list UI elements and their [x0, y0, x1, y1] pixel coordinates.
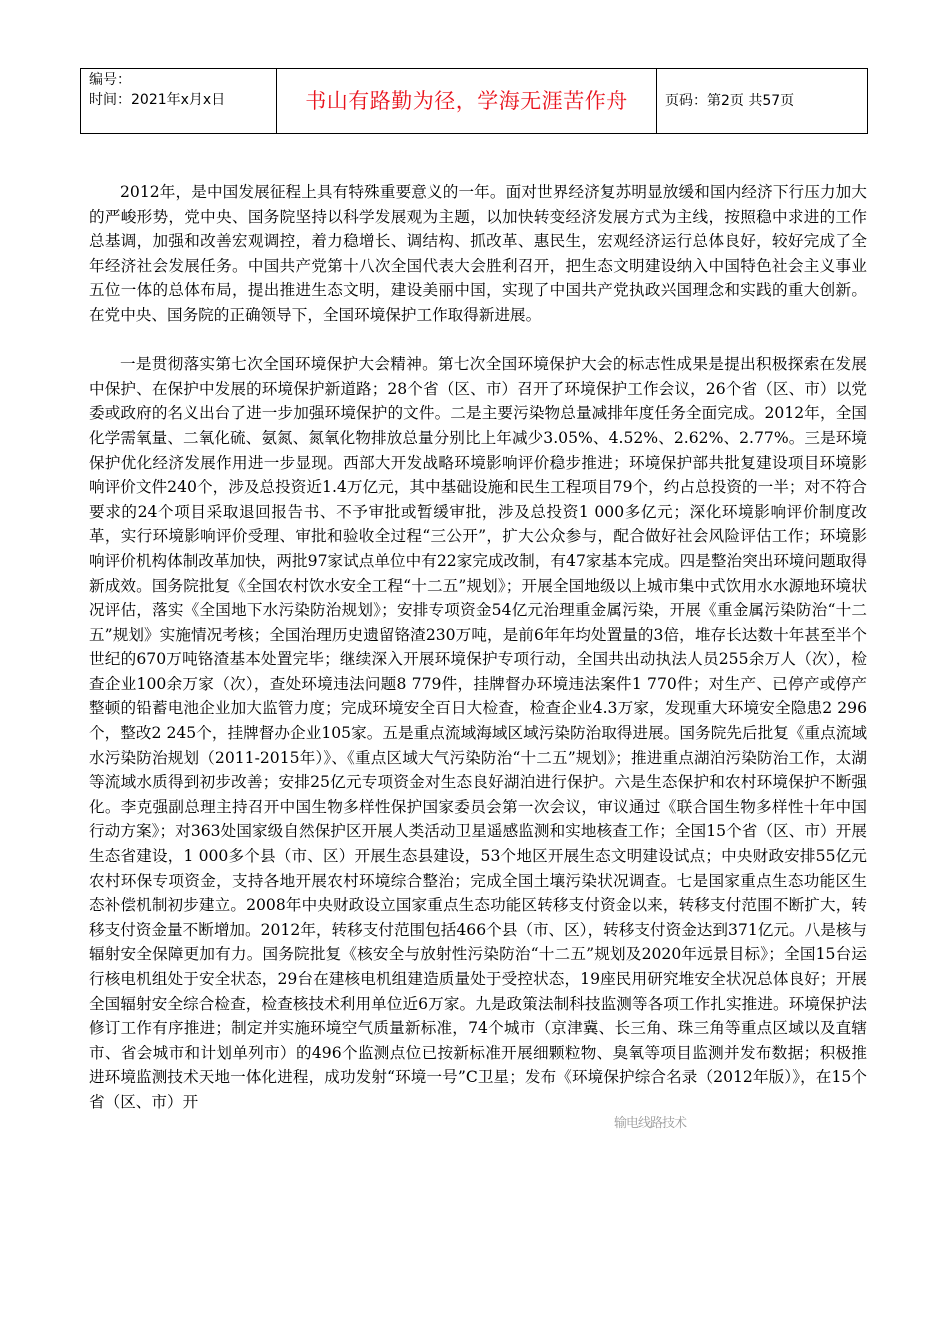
serial-label: 编号：: [89, 72, 131, 88]
paragraph-main: 一是贯彻落实第七次全国环境保护大会精神。第七次全国环境保护大会的标志性成果是提出积极探索在发展中保护、在保护中发展的环境保护新道路；28个省（区、市）召开了环境保护工作会议，26个省（区、市）以党委或政府的名义出台了进一步加强环境保护的文件。二是主要污染物总量减排年度任务全面完成。2012年，全国化学需氧量、二氧化硫、氨氮、氮氧化物排放总量分别比上年减少3.05%、4.52%、2.62%、2.77%。三是环境保护优化经济发展作用进一步显现。西部大开发战略环境影响评价稳步推进；环境保护部共批复建设项目环境影响评价文件240个，涉及总投资近1.4万亿元，其中基础设施和民生工程项目79个，约占总投资的一半；对不符合要求的24个项目采取退回报告书、不予审批或暂缓审批，涉及总投资1 000多亿元；深化环境影响评价制度改革，实行环境影响评价受理、审批和验收全过程“三公开”，扩大公众参与，配合做好社会风险评估工作；环境影响评价机构体制改革加快，两批97家试点单位中有22家完成改制，有47家基本完成。四是整治突出环境问题取得新成效。国务院批复《全国农村饮水安全工程“十二五”规划》；开展全国地级以上城市集中式饮用水水源地环境状况评估，落实《全国地下水污染防治规划》；安排专项资金54亿元治理重金属污染，开展《重金属污染防治“十二五”规划》实施情况考核；全国治理历史遗留铬渣230万吨，是前6年年均处置量的3倍，堆存长达数十年甚至半个世纪的670万吨铬渣基本处置完毕；继续深入开展环境保护专项行动，全国共出动执法人员255余万人（次），检查企业100余万家（次），查处环境违法问题8 779件，挂牌督办环境违法案件1 770件；对生产、已停产或停产整顿的铅蓄电池企业加大监管力度；完成环境安全百日大检查，检查企业4.3万家，发现重大环境安全隐患2 296个，整改2 245个，挂牌督办企业105家。五是重点流域海域区域污染防治取得进展。国务院先后批复《重点流域水污染防治规划（2011-2015年）》、《重点区域大气污染防治“十二五”规划》；推进重点湖泊污染防治工作，太湖等流域水质得到初步改善；安排25亿元专项资金对生态良好湖泊进行保护。六是生态保护和农村环境保护不断强化。李克强副总理主持召开中国生物多样性保护国家委员会第一次会议，审议通过《联合国生物多样性十年中国行动方案》；对363处国家级自然保护区开展人类活动卫星遥感监测和实地核查工作；全国15个省（区、市）开展生态省建设，1 000多个县（市、区）开展生态县建设，53个地区开展生态文明建设试点；中央财政安排55亿元农村环保专项资金，支持各地开展农村环境综合整治；完成全国土壤污染状况调查。七是国家重点生态功能区生态补偿机制初步建立。2008年中央财政设立国家重点生态功能区转移支付资金以来，转移支付范围不断扩大，转移支付资金量不断增加。2012年，转移支付范围包括466个县（市、区），转移支付资金达到371亿元。八是核与辐射安全保障更加有力。国务院批复《核安全与放射性污染防治“十二五”规划及2020年远景目标》；全国15台运行核电机组处于安全状态，29台在建核电机组建造质量处于受控状态，19座民用研究堆安全状况总体良好；开展全国辐射安全综合检查，检查核技术利用单位近6万家。九是政策法制科技监测等各项工作扎实推进。环境保护法修订工作有序推进；制定并实施环境空气质量新标准，74个城市（京津冀、长三角、珠三角等重点区域以及直辖市、省会城市和计划单列市）的496个监测点位已按新标准开展细颗粒物、臭氧等项目监测并发布数据；积极推进环境监测技术天地一体化进程，成功发射“环境一号”C卫星；发布《环境保护综合名录（2012年版）》，在15个省（区、市）开: [89, 355, 867, 1111]
header-motto: 书山有路勤为径，学海无涯苦作舟: [277, 69, 657, 133]
paragraph-intro: 2012年，是中国发展征程上具有特殊重要意义的一年。面对世界经济复苏明显放缓和国内经济下行压力加大的严峻形势，党中央、国务院坚持以科学发展观为主题，以加快转变经济发展方式为主线，按照稳中求进的工作总基调，加强和改善宏观调控，着力稳增长、调结构、抓改革、惠民生，宏观经济运行总体良好，较好完成了全年经济社会发展任务。中国共产党第十八次全国代表大会胜利召开，把生态文明建设纳入中国特色社会主义事业五位一体的总体布局，提出推进生态文明，建设美丽中国，实现了中国共产党执政兴国理念和实践的重大创新。在党中央、国务院的正确领导下，全国环境保护工作取得新进展。: [89, 183, 867, 324]
time-label: 时间：2021年x月x日: [89, 92, 226, 108]
page-info: 页码：第2页 共57页: [665, 93, 795, 109]
document-body: [89, 180, 867, 1115]
document-header-table: [80, 68, 868, 134]
watermark-overlay-text: 输电线路技术: [614, 1116, 687, 1131]
header-left-cell: [81, 69, 277, 133]
